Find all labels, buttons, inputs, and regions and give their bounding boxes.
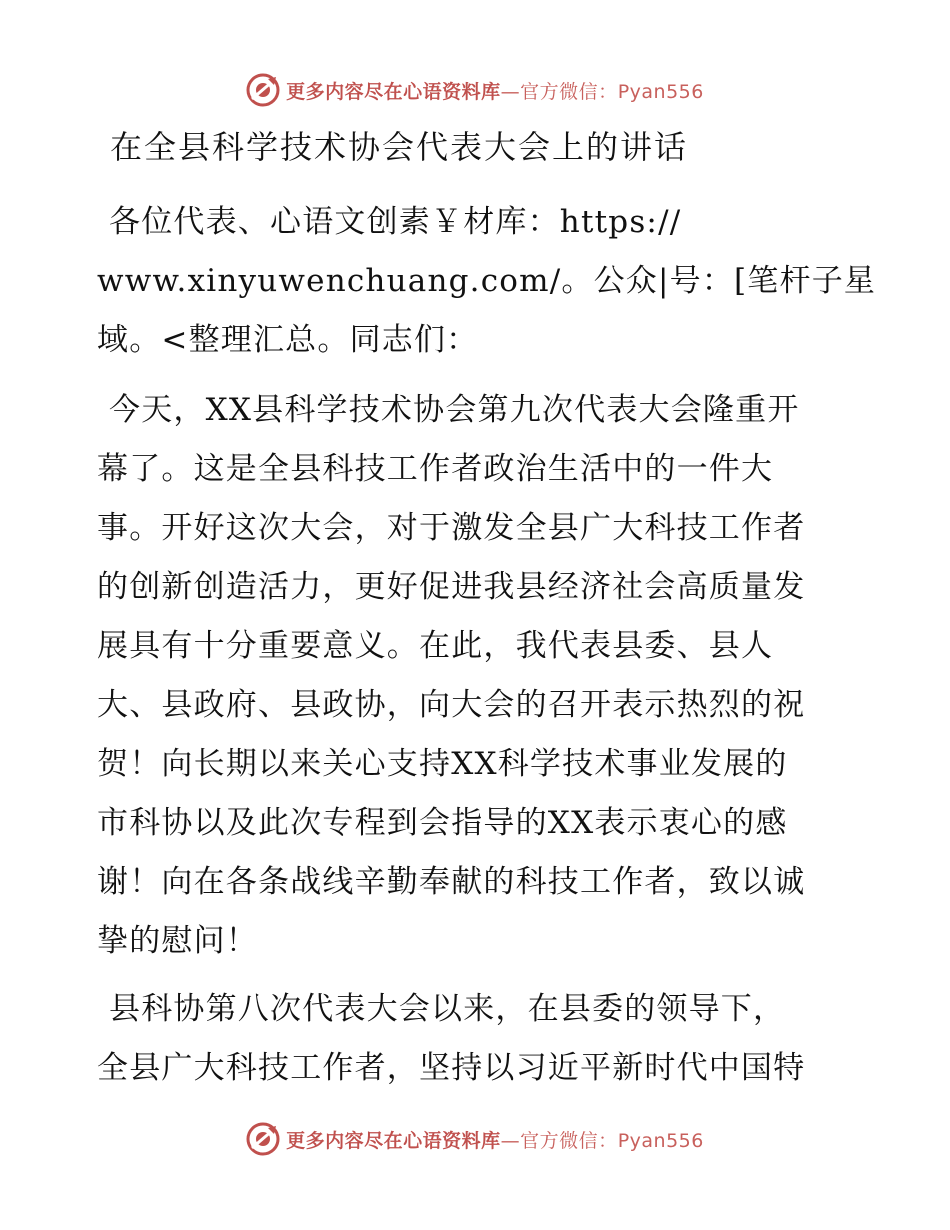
paragraph-line: 全县广大科技工作者，坚持以习近平新时代中国特 (97, 1050, 806, 1086)
banner-official-label: 官方微信： (520, 80, 618, 103)
paragraph-line: 今天，XX县科学技术协会第九次代表大会隆重开 (109, 392, 800, 428)
paragraph-line: www.xinyuwenchuang.com/。公众|号：[笔杆子星 (97, 263, 877, 299)
footer-watermark-banner (0, 1119, 950, 1159)
paragraph-line: 幕了。这是全县科技工作者政治生活中的一件大 (97, 451, 774, 487)
banner-wechat-id: Pyan556 (617, 80, 704, 103)
banner-wechat-id: Pyan556 (617, 1129, 704, 1152)
banner-main-text: 更多内容尽在心语资料库 (286, 1129, 501, 1152)
brand-logo-icon (246, 73, 280, 107)
banner-separator: — (500, 1129, 521, 1152)
paragraph-line: 域。<整理汇总。同志们： (97, 322, 479, 358)
paragraph-line: 市科协以及此次专程到会指导的XX表示衷心的感 (97, 805, 788, 841)
banner-official-label: 官方微信： (520, 1129, 618, 1152)
banner-text (286, 1126, 704, 1153)
banner-text (286, 77, 704, 104)
paragraph-line: 谢！向在各条战线辛勤奉献的科技工作者，致以诚 (97, 864, 806, 900)
header-watermark-banner (0, 70, 950, 110)
paragraph-line: 展具有十分重要意义。在此，我代表县委、县人 (97, 628, 774, 664)
page-title: 在全县科学技术协会代表大会上的讲话 (110, 128, 689, 166)
banner-separator: — (500, 80, 521, 103)
paragraph-line: 各位代表、心语文创素￥材库：https:// (109, 204, 682, 240)
brand-logo-icon (246, 1122, 280, 1156)
paragraph-line: 挚的慰问！ (97, 923, 258, 959)
paragraph-line: 县科协第八次代表大会以来，在县委的领导下， (109, 991, 786, 1027)
paragraph-line: 贺！向长期以来关心支持XX科学技术事业发展的 (97, 746, 788, 782)
banner-main-text: 更多内容尽在心语资料库 (286, 80, 501, 103)
paragraph-review (97, 980, 857, 1098)
paragraph-line: 大、县政府、县政协，向大会的召开表示热烈的祝 (97, 687, 806, 723)
paragraph-line: 事。开好这次大会，对于激发全县广大科技工作者 (97, 510, 806, 546)
paragraph-greeting (97, 193, 877, 370)
paragraph-opening (97, 381, 857, 971)
paragraph-line: 的创新创造活力，更好促进我县经济社会高质量发 (97, 569, 806, 605)
